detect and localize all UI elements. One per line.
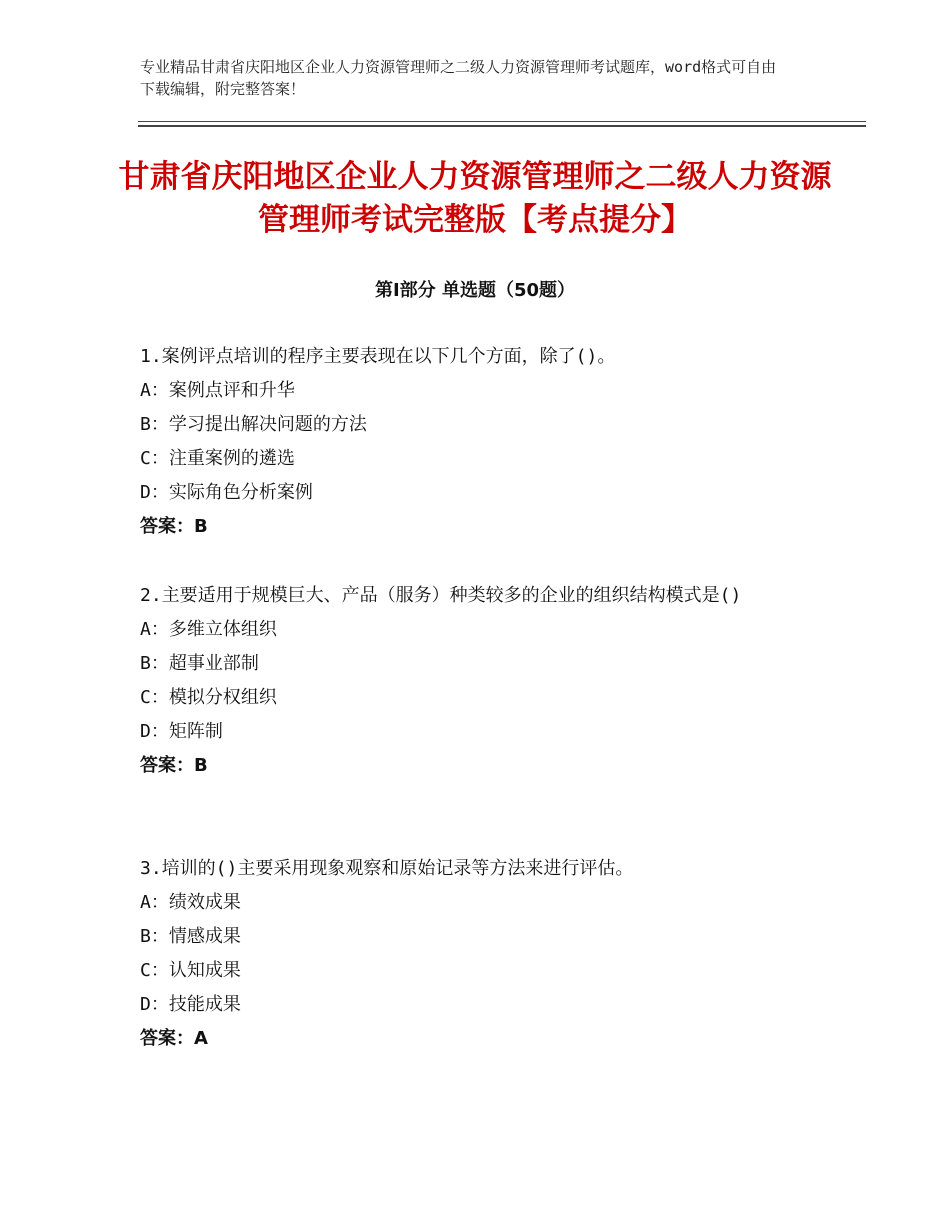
answer: 答案：B [140, 516, 208, 537]
answer: 答案：A [140, 1028, 208, 1049]
header-divider [138, 121, 866, 122]
question-2 [140, 579, 800, 783]
header-note: 专业精品甘肃省庆阳地区企业人力资源管理师之二级人力资源管理师考试题库，word格式可自由下载编辑，附完整答案！ [140, 58, 777, 98]
option-d: D：技能成果 [140, 994, 241, 1015]
option-d: D：矩阵制 [140, 721, 223, 742]
question-3 [140, 852, 820, 1056]
option-a: A：绩效成果 [140, 892, 241, 913]
option-b: B：情感成果 [140, 926, 241, 947]
option-b: B：学习提出解决问题的方法 [140, 414, 367, 435]
section-heading: 第Ⅰ部分 单选题（50题） [374, 280, 575, 301]
option-c: C：认知成果 [140, 960, 241, 981]
question-text: 3.培训的()主要采用现象观察和原始记录等方法来进行评估。 [140, 858, 634, 879]
option-d: D：实际角色分析案例 [140, 482, 313, 503]
question-1 [140, 340, 820, 544]
document-title: 甘肃省庆阳地区企业人力资源管理师之二级人力资源管理师考试完整版【考点提分】 [118, 159, 832, 238]
option-c: C：注重案例的遴选 [140, 448, 295, 469]
question-text: 1.案例评点培训的程序主要表现在以下几个方面，除了()。 [140, 346, 616, 367]
option-c: C：模拟分权组织 [140, 687, 277, 708]
option-a: A：案例点评和升华 [140, 380, 295, 401]
option-a: A：多维立体组织 [140, 619, 277, 640]
option-b: B：超事业部制 [140, 653, 259, 674]
header-divider-thick [138, 125, 866, 127]
answer: 答案：B [140, 755, 208, 776]
question-text: 2.主要适用于规模巨大、产品（服务）种类较多的企业的组织结构模式是() [140, 585, 742, 606]
